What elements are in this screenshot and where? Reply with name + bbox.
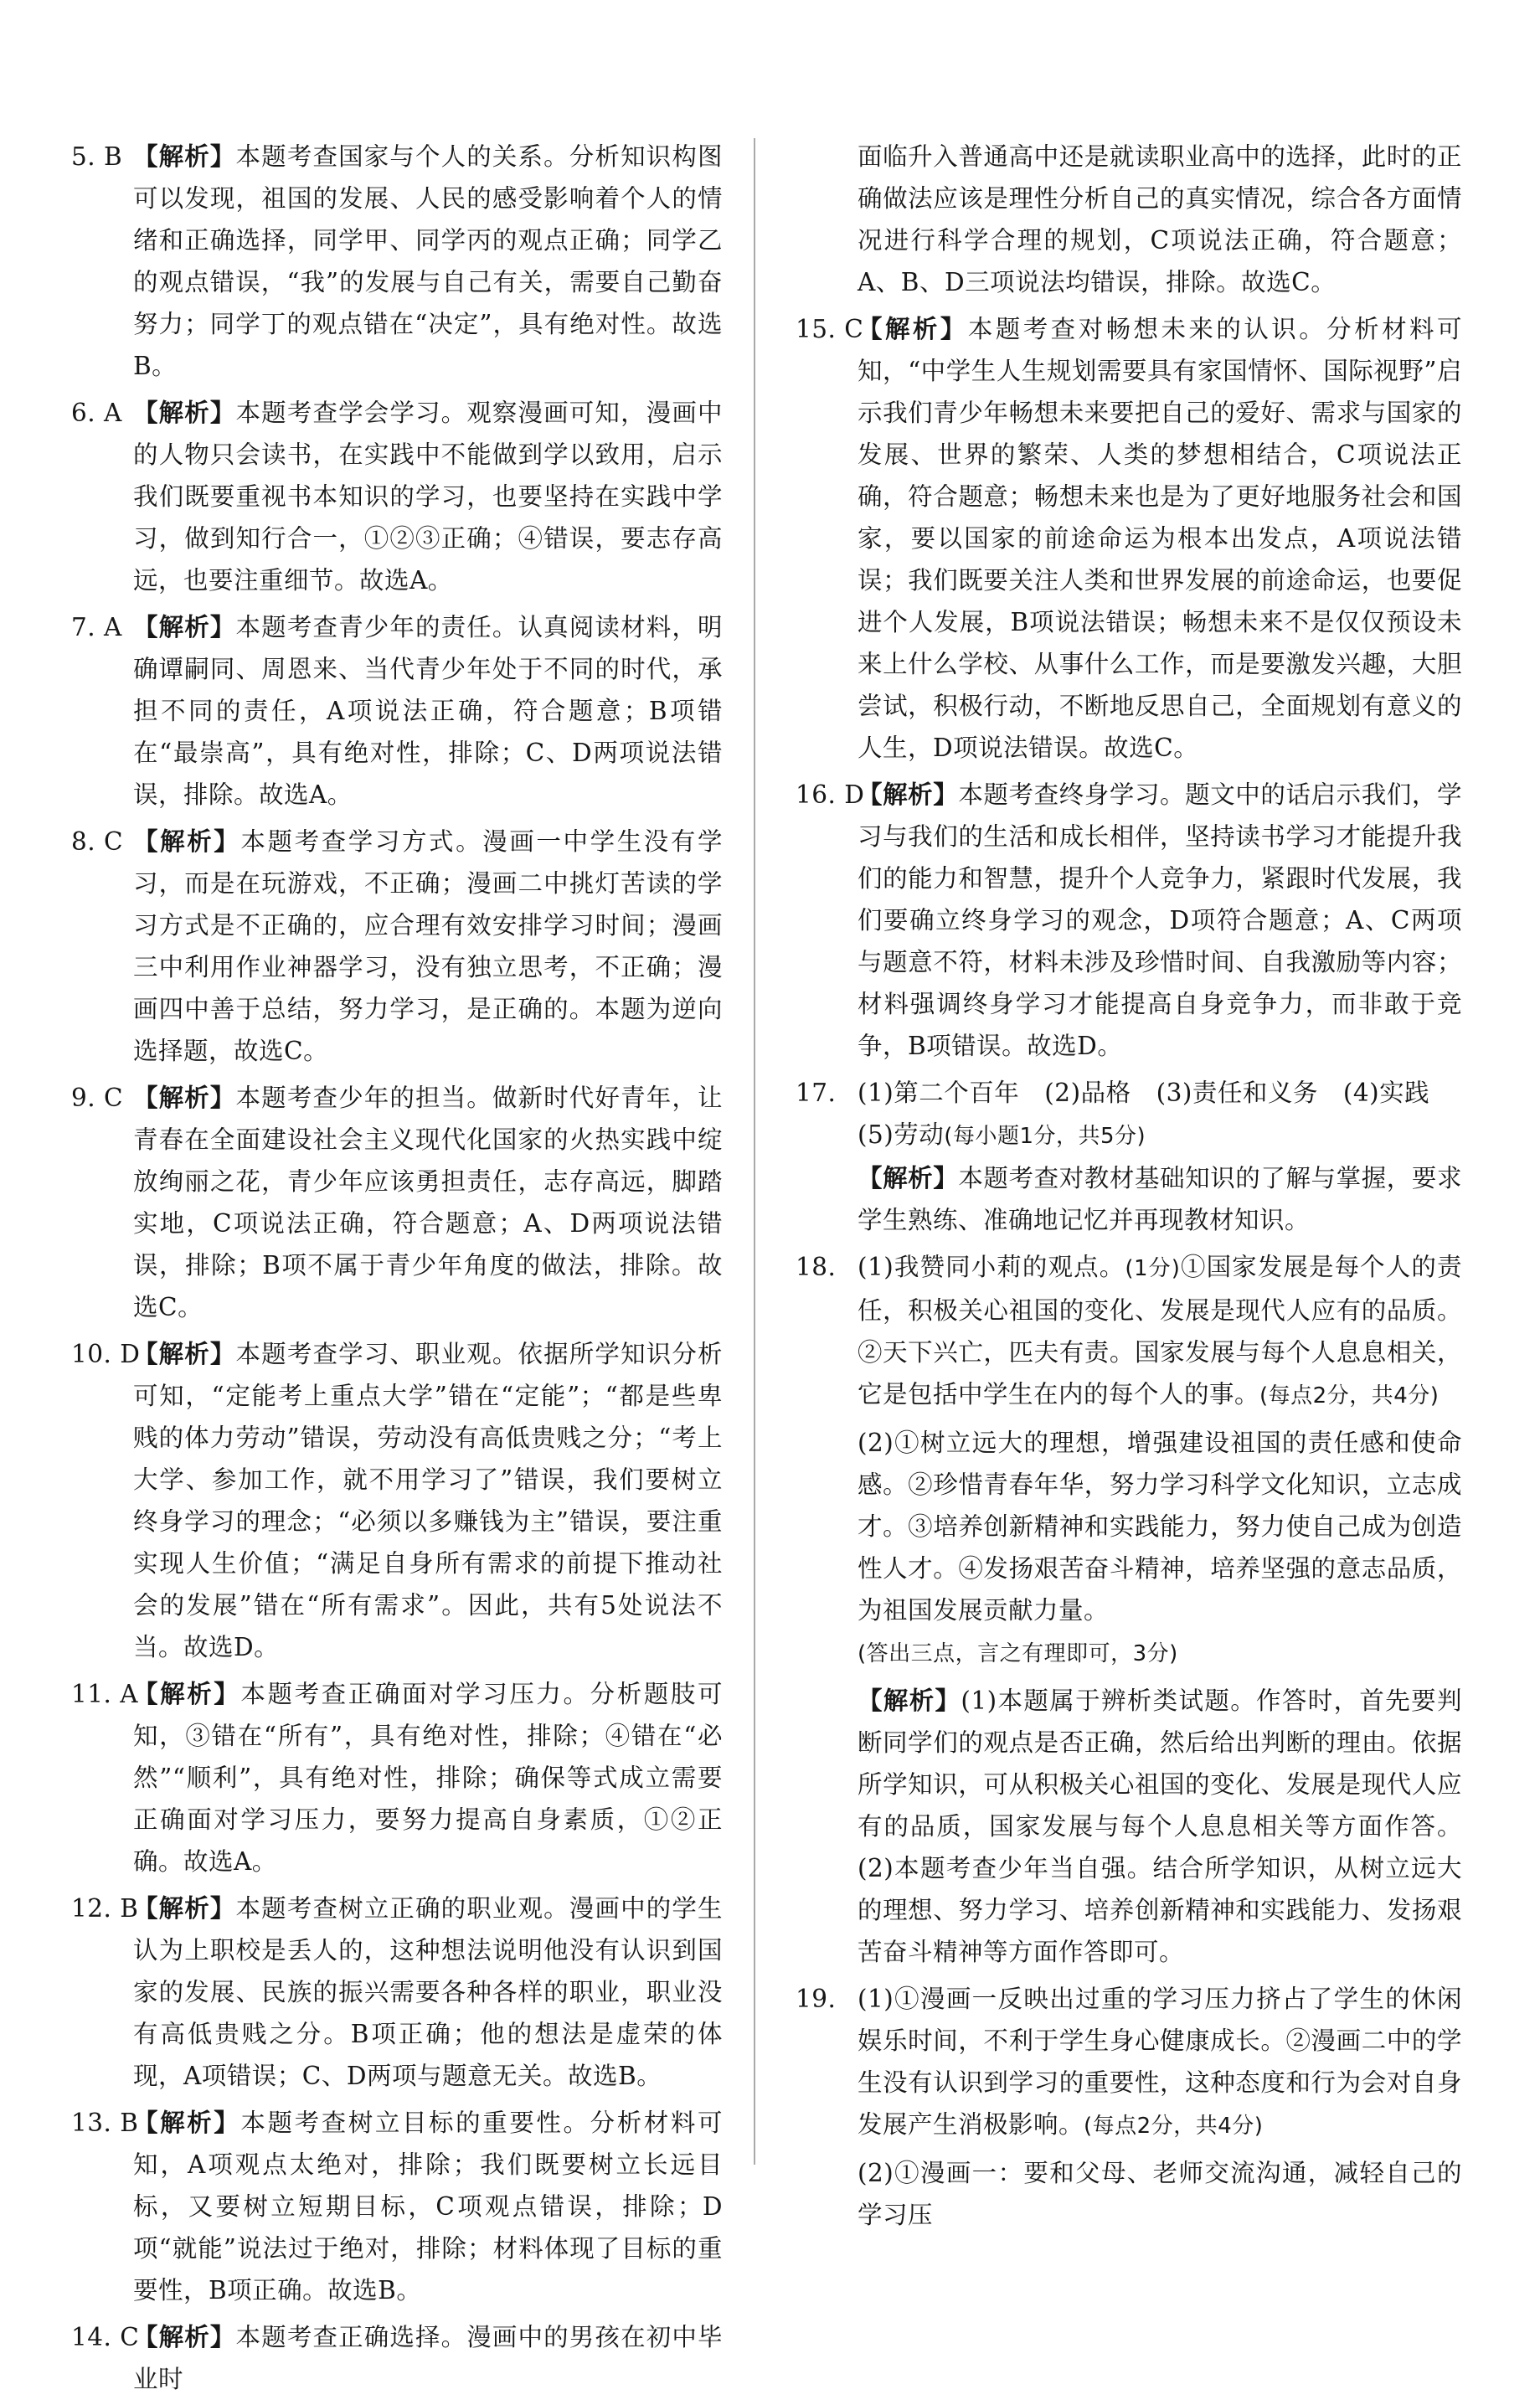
answer-text: (1)第二个百年 (2)品格 (3)责任和义务 (4)实践 <box>858 1079 1430 1107</box>
analysis-tag: 【解析】 <box>133 142 236 171</box>
answer-item-14 <box>71 2316 723 2400</box>
answer-item-18 <box>796 1246 1462 1417</box>
answer-item-14-continued <box>796 136 1462 303</box>
answer-item-13 <box>71 2102 723 2311</box>
answer-item-15 <box>796 308 1462 769</box>
analysis-text: 面临升入普通高中还是就读职业高中的选择，此时的正确做法应该是理性分析自己的真实情况，综合各方面情况进行科学合理的规划，C项说法正确，符合题意；A、B、D三项说法均错误，排除。故选C。 <box>858 142 1462 296</box>
analysis-text: 本题考查学习、职业观。依据所学知识分析可知，“定能考上重点大学”错在“定能”；“都是些卑贱的体力劳动”错误，劳动没有高低贵贱之分；“考上大学、参加工作，就不用学习了”错误，我们要树立终身学习的理念；“必须以多赚钱为主”错误，要注重实现人生价值；“满足自身所有需求的前提下推动社会的发展”错在“所有需求”。因此，共有5处说法不当。故选D。 <box>133 1340 723 1661</box>
analysis-tag: 【解析】 <box>133 1893 236 1923</box>
answer-item-19 <box>796 1978 1462 2147</box>
score-note: (答出三点，言之有理即可，3分) <box>858 1641 1178 1666</box>
question-number: 16. D <box>796 780 865 809</box>
answer-item-18-analysis <box>796 1680 1462 1973</box>
answer-text: ①国家发展是每个人的责任，积极关心祖国的变化、发展是现代人应有的品质。②天下兴亡，匹夫有责。国家发展与每个人息息相关，它是包括中学生在内的每个人的事。 <box>858 1253 1462 1408</box>
analysis-text: 本题考查青少年的责任。认真阅读材料，明确谭嗣同、周恩来、当代青少年处于不同的时代，承担不同的责任，A项说法正确，符合题意；B项错在“最崇高”，具有绝对性，排除；C、D两项说法错误，排除。故选A。 <box>133 613 723 809</box>
column-divider <box>754 138 755 2165</box>
question-number: 17. <box>796 1079 837 1107</box>
answer-item-12 <box>71 1887 723 2097</box>
analysis-text: 本题考查树立目标的重要性。分析材料可知，A项观点太绝对，排除；我们既要树立长远目标，又要树立短期目标，C项观点错误，排除；D项“就能”说法过于绝对，排除；材料体现了目标的重要性，B项正确。故选B。 <box>133 2109 723 2305</box>
answer-item-19-part2 <box>796 2152 1462 2236</box>
answer-item-9 <box>71 1077 723 1328</box>
answer-item-17 <box>796 1072 1462 1241</box>
analysis-text: 本题考查正确面对学习压力。分析题肢可知，③错在“所有”，具有绝对性，排除；④错在“必然”“顺利”，具有绝对性，排除；确保等式成立需要正确面对学习压力，要努力提高自身素质，①②正确。故选A。 <box>133 1680 723 1876</box>
analysis-text: 本题考查树立正确的职业观。漫画中的学生认为上职校是丢人的，这种想法说明他没有认识到国家的发展、民族的振兴需要各种各样的职业，职业没有高低贵贱之分。B项正确；他的想法是虚荣的体现，A项错误；C、D两项与题意无关。故选B。 <box>133 1894 723 2090</box>
answer-text: (1)我赞同小莉的观点。 <box>858 1253 1125 1281</box>
score-note: (每小题1分，共5分) <box>944 1124 1146 1149</box>
question-number: 11. A <box>71 1680 139 1708</box>
analysis-tag: 【解析】 <box>858 780 959 809</box>
right-column <box>796 136 1462 2241</box>
answer-text: (5)劳动 <box>858 1120 945 1149</box>
answer-text: (2)①树立远大的理想，增强建设祖国的责任感和使命感。②珍惜青春年华，努力学习科学文化知识，立志成才。③培养创新精神和实践能力，努力使自己成为创造性人才。④发扬艰苦奋斗精神，培养坚强的意志品质，为祖国发展贡献力量。 <box>858 1429 1462 1625</box>
analysis-tag: 【解析】 <box>133 2108 241 2137</box>
question-number: 18. <box>796 1253 837 1281</box>
question-number: 6. A <box>71 399 122 427</box>
analysis-text: 本题考查国家与个人的关系。分析知识构图可以发现，祖国的发展、人民的感受影响着个人的情绪和正确选择，同学甲、同学丙的观点正确；同学乙的观点错误，“我”的发展与自己有关，需要自己勤奋努力；同学丁的观点错在“决定”，具有绝对性。故选B。 <box>133 142 723 380</box>
answer-item-11 <box>71 1673 723 1882</box>
answer-item-5 <box>71 136 723 387</box>
question-number: 5. B <box>71 142 123 171</box>
analysis-text: 本题考查终身学习。题文中的话启示我们，学习与我们的生活和成长相伴，坚持读书学习才能提升我们的能力和智慧，提升个人竞争力，紧跟时代发展，我们要确立终身学习的观念，D项符合题意；A、C两项与题意不符，材料未涉及珍惜时间、自我激励等内容；材料强调终身学习才能提高自身竞争力，而非敢于竞争，B项错误。故选D。 <box>858 780 1462 1060</box>
answer-item-6 <box>71 392 723 601</box>
analysis-text: 本题考查少年的担当。做新时代好青年，让青春在全面建设社会主义现代化国家的火热实践中绽放绚丽之花，青少年应该勇担责任，志存高远，脚踏实地，C项说法正确，符合题意；A、D两项说法错误，排除；B项不属于青少年角度的做法，排除。故选C。 <box>133 1084 723 1321</box>
score-note: (每点2分，共4分) <box>1259 1383 1440 1408</box>
analysis-text: 本题考查正确选择。漫画中的男孩在初中毕业时 <box>133 2323 723 2393</box>
analysis-tag: 【解析】 <box>858 314 968 343</box>
question-number: 12. B <box>71 1894 139 1923</box>
question-number: 10. D <box>71 1340 141 1368</box>
left-column <box>71 136 723 2405</box>
answer-text: (2)①漫画一：要和父母、老师交流沟通，减轻自己的学习压 <box>858 2159 1462 2229</box>
analysis-text: 本题考查对畅想未来的认识。分析材料可知，“中学生人生规划需要具有家国情怀、国际视野”启示我们青少年畅想未来要把自己的爱好、需求与国家的发展、世界的繁荣、人类的梦想相结合，C项说法正确，符合题意；畅想未来也是为了更好地服务社会和国家，要以国家的前途命运为根本出发点，A项说法错误；我们既要关注人类和世界发展的前途命运，也要促进个人发展，B项说法错误；畅想未来不是仅仅预设未来上什么学校、从事什么工作，而是要激发兴趣，大胆尝试，积极行动，不断地反思自己，全面规划有意义的人生，D项说法错误。故选C。 <box>858 315 1462 762</box>
answer-item-16 <box>796 774 1462 1067</box>
score-note: (每点2分，共4分) <box>1084 2114 1264 2139</box>
answer-item-7 <box>71 606 723 816</box>
answer-text: (1)①漫画一反映出过重的学习压力挤占了学生的休闲娱乐时间，不利于学生身心健康成长。②漫画二中的学生没有认识到学习的重要性，这种态度和行为会对自身发展产生消极影响。 <box>858 1985 1462 2139</box>
question-number: 14. C <box>71 2323 140 2351</box>
analysis-text: 本题考查学习方式。漫画一中学生没有学习，而是在玩游戏，不正确；漫画二中挑灯苦读的学习方式是不正确的，应合理有效安排学习时间；漫画三中利用作业神器学习，没有独立思考，不正确；漫画四中善于总结，努力学习，是正确的。本题为逆向选择题，故选C。 <box>133 827 723 1065</box>
question-number: 15. C <box>796 315 864 343</box>
question-number: 9. C <box>71 1084 124 1112</box>
analysis-tag: 【解析】 <box>133 612 236 641</box>
question-number: 8. C <box>71 827 124 856</box>
analysis-text: 本题考查学会学习。观察漫画可知，漫画中的人物只会读书，在实践中不能做到学以致用，启示我们既要重视书本知识的学习，也要坚持在实践中学习，做到知行合一，①②③正确；④错误，要志存高远，也要注重细节。故选A。 <box>133 399 723 595</box>
question-number: 19. <box>796 1985 837 2013</box>
analysis-tag: 【解析】 <box>133 827 241 856</box>
question-number: 13. B <box>71 2109 139 2137</box>
answer-item-8 <box>71 821 723 1072</box>
question-number: 7. A <box>71 613 122 641</box>
analysis-tag: 【解析】 <box>133 2322 236 2351</box>
analysis-tag: 【解析】 <box>133 1339 236 1368</box>
answer-item-18-part2 <box>796 1422 1462 1675</box>
analysis-tag: 【解析】 <box>133 1679 241 1708</box>
score-note: (1分) <box>1125 1256 1181 1281</box>
analysis-tag: 【解析】 <box>858 1163 959 1192</box>
analysis-text: (1)本题属于辨析类试题。作答时，首先要判断同学们的观点是否正确，然后给出判断的理由。依据所学知识，可从积极关心祖国的变化、发展是现代人应有的品质，国家发展与每个人息息相关等方面作答。(2)本题考查少年当自强。结合所学知识，从树立远大的理想、努力学习、培养创新精神和实践能力、发扬艰苦奋斗精神等方面作答即可。 <box>858 1687 1462 1966</box>
analysis-tag: 【解析】 <box>858 1686 961 1715</box>
answer-item-10 <box>71 1333 723 1668</box>
analysis-tag: 【解析】 <box>133 398 236 427</box>
analysis-tag: 【解析】 <box>133 1083 236 1112</box>
analysis-text: 本题考查对教材基础知识的了解与掌握，要求学生熟练、准确地记忆并再现教材知识。 <box>858 1164 1462 1234</box>
